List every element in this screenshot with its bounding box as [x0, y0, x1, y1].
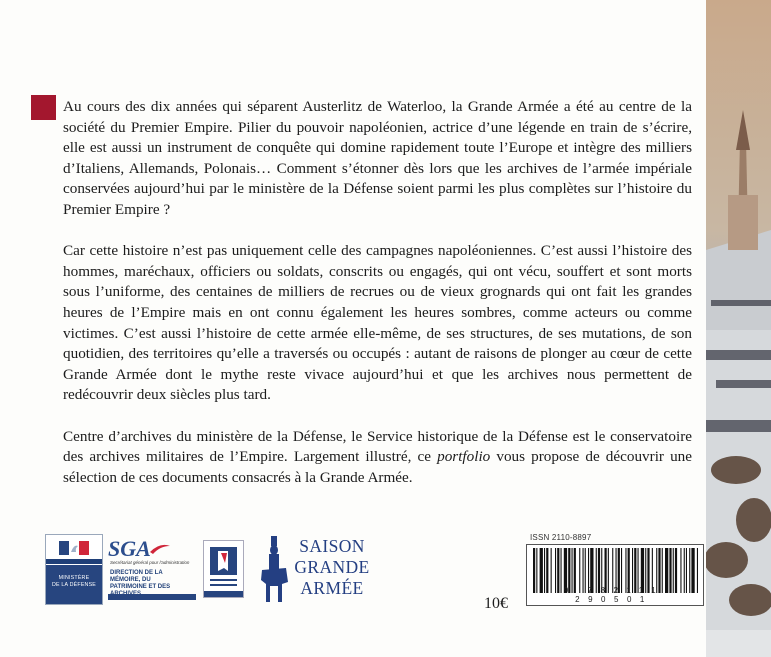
saison-title — [282, 536, 382, 599]
sga-logo — [104, 534, 194, 603]
sga-swoosh-icon — [150, 542, 170, 554]
red-square-marker — [31, 95, 56, 120]
shd-logo — [203, 540, 244, 598]
paragraph-2: Car cette histoire n’est pas uniquement celle des campagnes napoléoniennes. C’est aussi l’histoire des hommes, maréchaux, officiers ou soldats, conscrits ou engagés, qui ont vécu, souffert et sont morts sous l’uniforme, des centaines de milliers de recrues ou de vieux grognards qui ont fait les grandes heures de l’Empire mais en ont connu également les heures sombres, comme acteurs ou comme victimes. C’est aussi l’histoire de cette armée elle-même, de ses structures, de ses mutations, de son quotidien, des territoires qu’elle a traversés ou occupés : autant de raisons de plonger au cœur de cette Grande Armée dont le mythe reste vivace aujourd’hui et que les archives nous permettent de redécouvrir deux siècles plus tard. — [63, 242, 692, 404]
sga-direction-line-2: PATRIMOINE ET DES — [110, 584, 171, 590]
sga-direction-line-1: DIRECTION DE LA MÉMOIRE, DU — [110, 570, 163, 583]
snow-battle-painting — [706, 0, 771, 657]
barcode-digits: 9 782111 290501 — [563, 586, 665, 604]
ministere-line-1: MINISTÈRE — [58, 575, 90, 581]
paragraph-3-start: Centre d’archives du ministère de la Défense, le Service historique de la Défense est le conservatoire des archives militaires de l’Empire. Largement illustré, ce — [63, 427, 692, 466]
paragraph-3-italic: portfolio — [437, 448, 491, 466]
saison-line-2: GRANDE — [294, 557, 370, 577]
marianne-flag-icon — [59, 541, 89, 555]
issn-label: ISSN 2110-8897 — [530, 533, 592, 542]
ministere-defense-logo — [45, 534, 103, 605]
paragraph-1: Au cours des dix années qui séparent Austerlitz de Waterloo, la Grande Armée a été au centre de la société du Premier Empire. Pilier du pouvoir napoléonien, actrice d’une légende en train de s’écrire, elle est aussi un instrument de conquête qui domine rapidement toute l’Europe et intègre des milliers d’Italiens, Allemands, Polonais… Comment s’étonner dès lors que les archives de l’armée impériale conservées aujourd’hui par le ministère de la Défense soient parmi les plus complètes sur l’histoire du Premier Empire ? — [63, 98, 692, 218]
barcode-area — [522, 533, 705, 612]
shd-emblem-icon — [204, 541, 243, 597]
saison-grande-armee-logo — [260, 534, 380, 606]
saison-line-1: SAISON — [299, 536, 365, 556]
sga-wordmark: SGA — [108, 536, 151, 561]
price-label: 10€ — [484, 595, 508, 612]
cover-text — [63, 97, 692, 509]
republique-banner — [46, 559, 102, 564]
paragraph-3 — [63, 427, 692, 489]
ministere-line-2: DE LA DÉFENSE — [51, 581, 97, 588]
sga-subtitle: Secrétariat général pour l'administration — [110, 560, 190, 565]
paragraph-3-end: vous propose de découvrir une sélection de ces documents consacrés à la Grande Armée. — [63, 448, 693, 486]
ministere-label — [46, 575, 102, 588]
sga-bottom-bar — [108, 594, 196, 600]
saison-line-3: ARMÉE — [300, 578, 364, 598]
painting-strip — [706, 0, 771, 657]
